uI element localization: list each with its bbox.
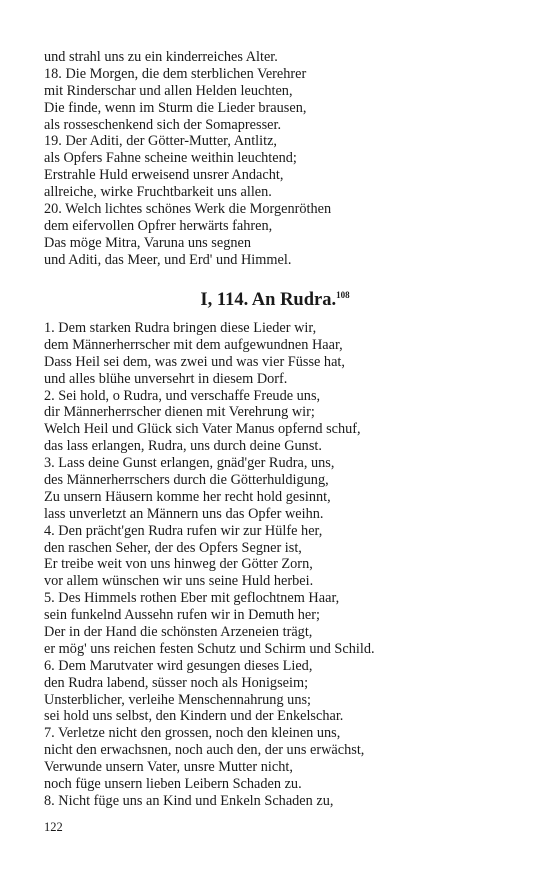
verse-line: das lass erlangen, Rudra, uns durch deine Gunst. <box>44 438 322 455</box>
verse-line: nicht den erwachsnen, noch auch den, der uns erwächst, <box>44 742 365 759</box>
verse-line: des Männerherrschers durch die Götterhuldigung, <box>44 472 329 489</box>
verse-line: mit Rinderschar und allen Helden leuchten, <box>44 82 293 99</box>
verse-line: 3. Lass deine Gunst erlangen, gnäd'ger Rudra, uns, <box>44 455 335 472</box>
verse-line: den Rudra labend, süsser noch als Honigseim; <box>44 674 309 691</box>
verse-line: und strahl uns zu ein kinderreiches Alter. <box>44 49 278 65</box>
page-number: 122 <box>44 820 63 834</box>
verse-line: Welch Heil und Glück sich Vater Manus opfernd schuf, <box>44 421 361 438</box>
verse-line: 7. Verletze nicht den grossen, noch den kleinen uns, <box>44 725 341 742</box>
verse-line: Der in der Hand die schönsten Arzeneien trägt, <box>44 624 313 641</box>
footnote-marker: 108 <box>336 289 350 300</box>
verse-line: dem eifervollen Opfrer herwärts fahren, <box>44 217 273 234</box>
verse-line: noch füge unsern lieben Leibern Schaden zu. <box>44 776 302 793</box>
verse-line: dem Männerherrscher mit dem aufgewundnen Haar, <box>44 336 343 353</box>
verse-line: 5. Des Himmels rothen Eber mit geflochtnem Haar, <box>44 590 340 607</box>
verse-block-previous-hymn <box>44 49 514 269</box>
verse-line: 18. Die Morgen, die dem sterblichen Verehrer <box>44 65 307 82</box>
verse-line: dir Männerherrscher dienen mit Verehrung wir; <box>44 404 315 421</box>
verse-line: Die finde, wenn im Sturm die Lieder brausen, <box>44 99 307 116</box>
verse-line: Verwunde unsern Vater, unsre Mutter nicht, <box>44 759 293 776</box>
verse-line: Das möge Mitra, Varuna uns segnen <box>44 234 251 251</box>
verse-line: Er treibe weit von uns hinweg der Götter Zorn, <box>44 556 313 573</box>
verse-line: Unsterblicher, verleihe Menschennahrung uns; <box>44 691 312 708</box>
verse-line: und alles blühe unversehrt in diesem Dorf. <box>44 370 288 387</box>
verse-line: 19. Der Aditi, der Götter-Mutter, Antlitz, <box>44 133 278 150</box>
hymn-title: I, 114. An Rudra. <box>200 290 337 310</box>
verse-block-rudra-hymn <box>44 320 514 810</box>
verse-line: Dass Heil sei dem, was zwei und was vier Füsse hat, <box>44 353 345 370</box>
verse-line: als rosseschenkend sich der Somapresser. <box>44 116 282 133</box>
verse-line: lass unverletzt an Männern uns das Opfer weihn. <box>44 505 324 522</box>
verse-line: 2. Sei hold, o Rudra, und verschaffe Freude uns, <box>44 387 321 404</box>
verse-line: 8. Nicht füge uns an Kind und Enkeln Schaden zu, <box>44 792 334 809</box>
verse-line: 6. Dem Marutvater wird gesungen dieses Lied, <box>44 657 313 674</box>
hymn-heading <box>0 289 550 311</box>
verse-line: sei hold uns selbst, den Kindern und der Enkelschar. <box>44 708 344 725</box>
verse-line: 1. Dem starken Rudra bringen diese Lieder wir, <box>44 320 317 336</box>
verse-line: allreiche, wirke Fruchtbarkeit uns allen. <box>44 184 272 201</box>
verse-line: den raschen Seher, der des Opfers Segner ist, <box>44 539 302 556</box>
verse-line: und Aditi, das Meer, und Erd' und Himmel. <box>44 251 292 268</box>
verse-line: 4. Den prächt'gen Rudra rufen wir zur Hülfe her, <box>44 522 323 539</box>
verse-line: 20. Welch lichtes schönes Werk die Morgenröthen <box>44 201 332 218</box>
verse-line: vor allem wünschen wir uns seine Huld herbei. <box>44 573 314 590</box>
verse-line: Erstrahle Huld erweisend unsrer Andacht, <box>44 167 284 184</box>
verse-line: sein funkelnd Aussehn rufen wir in Demuth her; <box>44 607 320 624</box>
verse-line: als Opfers Fahne scheine weithin leuchtend; <box>44 150 297 167</box>
verse-line: er mög' uns reichen festen Schutz und Schirm und Schild. <box>44 640 375 657</box>
verse-line: Zu unsern Häusern komme her recht hold gesinnt, <box>44 488 331 505</box>
